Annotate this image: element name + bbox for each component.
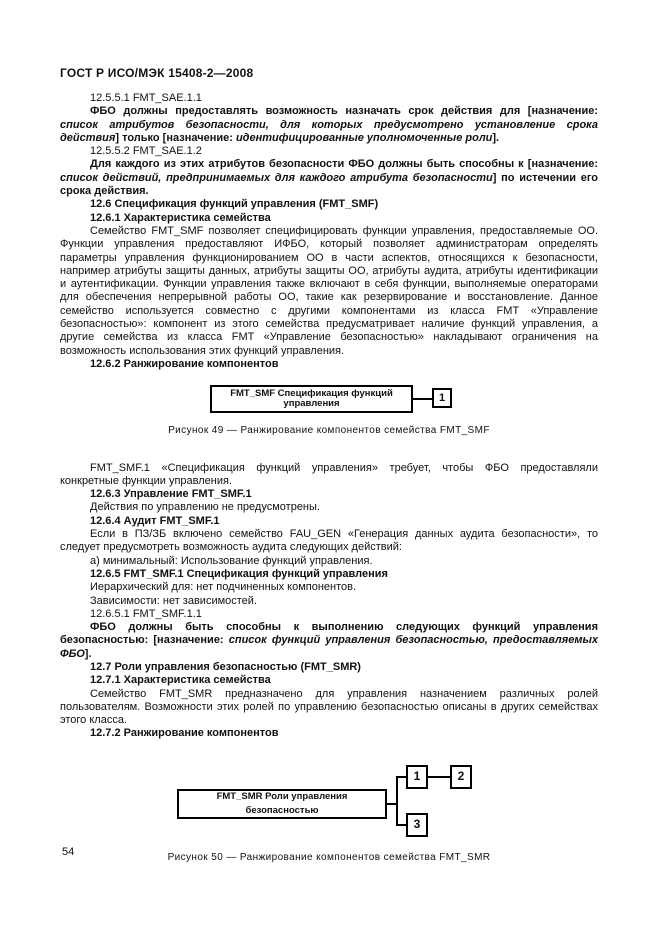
paragraph-fmt-smf-1-1: [60, 621, 598, 661]
paragraph-fmt-smr-characteristics: Семейство FMT_SMR предназначено для управления назначением различных ролей пользователям. Возможности этих ролей по управлению безопасностью описаны в других семействах этого класса.: [60, 687, 598, 727]
component-node-1: 1: [406, 765, 428, 789]
fmt-smf-component-box: [210, 385, 413, 413]
paragraph-hierarchical: Иерархический для: нет подчиненных компонентов.: [90, 581, 357, 594]
section-heading-12.6.2: 12.6.2 Ранжирование компонентов: [90, 357, 279, 370]
section-heading-12.6.3: 12.6.3 Управление FMT_SMF.1: [90, 488, 252, 501]
section-heading-12.6: 12.6 Спецификация функций управления (FMT_SMF): [90, 198, 379, 211]
text-run-bold: ] по истечении его срока действия.: [60, 171, 598, 198]
section-heading-12.7: 12.7 Роли управления безопасностью (FMT_SMR): [90, 660, 361, 673]
connector-line: [396, 776, 406, 778]
text-run-bold: ] только [назначение:: [115, 131, 236, 144]
text-run-bold-italic: список функций управления безопасностью, предоставляемых ФБО: [60, 634, 598, 660]
text-run-bold-italic: список действий, предпринимаемых для каждого атрибута безопасности: [60, 171, 493, 184]
text-run-bold-italic: список атрибутов безопасности, для которых предусмотрено установление срока действия: [60, 118, 598, 144]
figure-49-diagram: [60, 373, 598, 419]
figure-49-caption: Рисунок 49 — Ранжирование компонентов семейства FMT_SMF: [168, 425, 490, 437]
paragraph-management-none: Действия по управлению не предусмотрены.: [90, 501, 320, 514]
running-header: ГОСТ Р ИСО/МЭК 15408-2—2008: [60, 66, 254, 80]
page-content: [60, 92, 598, 864]
component-node-1: 1: [432, 388, 452, 408]
connector-line: [396, 824, 406, 826]
page-number: 54: [62, 846, 75, 858]
figure-50-caption: Рисунок 50 — Ранжирование компонентов семейства FMT_SMR: [167, 851, 491, 863]
section-heading-12.6.5: 12.6.5 FMT_SMF.1 Спецификация функций управления: [90, 567, 388, 580]
component-box-label: FMT_SMF Спецификация функций управления: [230, 387, 393, 410]
paragraph-audit-intro: Если в ПЗ/ЗБ включено семейство FAU_GEN «Генерация данных аудита безопасности», то следует предусмотреть возможность аудита следующих действий:: [60, 528, 598, 554]
section-heading-12.7.1: 12.7.1 Характеристика семейства: [90, 674, 271, 687]
clause-heading-12.5.5.2: 12.5.5.2 FMT_SAE.1.2: [90, 145, 202, 158]
section-heading-12.6.1: 12.6.1 Характеристика семейства: [90, 211, 271, 224]
text-run-bold-italic: идентифицированные уполномоченные роли: [235, 131, 493, 144]
connector-line: [413, 398, 432, 400]
text-run-bold: ФБО должны предоставлять возможность назначать срок действия для [назначение:: [90, 105, 598, 118]
clause-heading-12.6.5.1: 12.6.5.1 FMT_SMF.1.1: [90, 607, 202, 620]
component-node-2: 2: [450, 765, 472, 789]
connector-line: [428, 776, 450, 778]
section-heading-12.7.2: 12.7.2 Ранжирование компонентов: [90, 727, 279, 740]
figure-50-diagram: [60, 754, 598, 839]
paragraph-fmt-sae-1-1: [60, 105, 598, 145]
text-run-bold: ].: [84, 647, 92, 660]
component-box-label: FMT_SMR Роли управления безопасностью: [216, 791, 348, 816]
paragraph-fmt-sae-1-2: [60, 158, 598, 198]
paragraph-audit-item-a: а) минимальный: Использование функций управления.: [90, 554, 373, 567]
text-run-bold: ФБО должны быть способны к выполнению следующих функций управления безопасностью: [назначение:: [60, 621, 598, 647]
section-heading-12.6.4: 12.6.4 Аудит FMT_SMF.1: [90, 514, 220, 527]
paragraph-dependencies: Зависимости: нет зависимостей.: [90, 594, 257, 607]
component-node-3: 3: [406, 813, 428, 837]
clause-heading-12.5.5.1: 12.5.5.1 FMT_SAE.1.1: [90, 92, 202, 104]
fmt-smr-component-box: [177, 789, 387, 819]
text-run-bold: Для каждого из этих атрибутов безопасности ФБО должны быть способны к [назначение:: [90, 158, 598, 171]
paragraph-fmt-smf-characteristics: Семейство FMT_SMF позволяет специфицировать функции управления, предоставляемые ОО. Функции управления предоставляют ИФБО, который позволяет администраторам определять параметры управления функционированием ОО в части аспектов, относящихся к безопасности, например атрибуты защиты данных, атрибуты защиты ОО, атрибуты аудита, атрибуты идентификации и аутентификации. Функции управления также включают в себя функции, выполняемые операторами для обеспечения непрерывной работы ОО, такие как резервирование и восстановление. Данное семейство используется совместно с другими компонентами из класса FMT «Управление безопасностью»: компонент из этого семейства предусматривает наличие функций управления, а другие семейства из класса FMT «Управление безопасностью» накладывают ограничения на возможность использования этих функций управления.: [60, 224, 598, 357]
connector-line: [396, 776, 398, 826]
text-run-bold: ].: [492, 131, 500, 144]
paragraph-fmt-smf-1-requires: FMT_SMF.1 «Спецификация функций управления» требует, чтобы ФБО предоставляли конкретные функции управления.: [60, 461, 598, 487]
